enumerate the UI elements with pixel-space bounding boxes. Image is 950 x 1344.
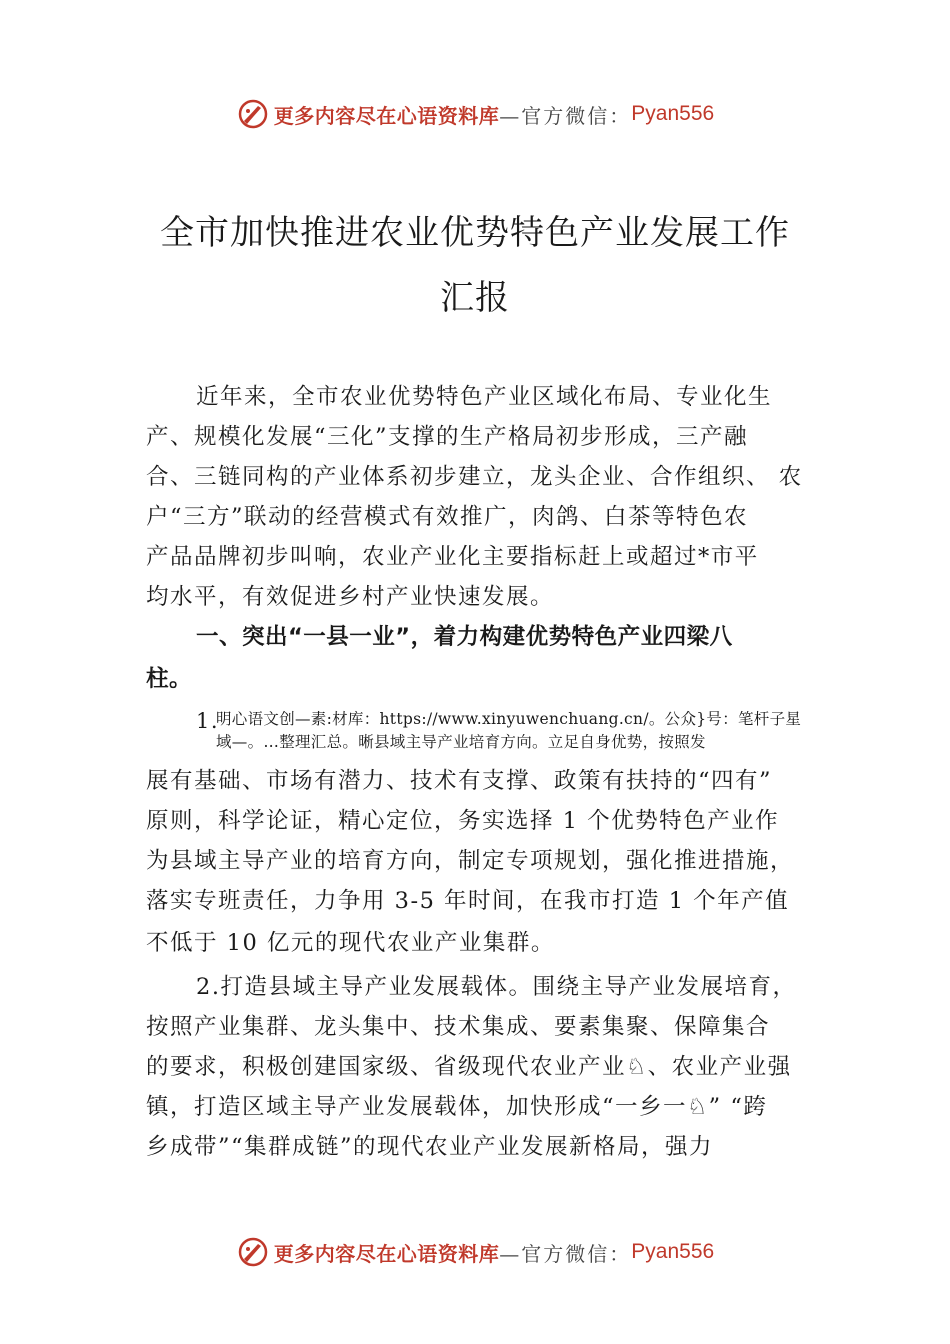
item-2-line: 2.打造县域主导产业发展载体。围绕主导产业发展培育， [196,974,797,1000]
item-2-line: 乡成带”“集群成链”的现代农业产业发展新格局，强力 [146,1134,714,1160]
banner-dash-text: —官方微信： [499,103,632,128]
intro-line: 户“三方”联动的经营模式有效推广，肉鸽、白茶等特色农 [146,504,749,530]
banner-brand: 更多内容尽在心语资料库 [273,103,500,128]
intro-line: 产、规模化发展“三化”支撑的生产格局初步形成，三产融 [146,424,749,450]
section-heading-1-cont: 柱。 [146,666,193,692]
item-1-line: 落实专班责任，力争用 3-5 年时间，在我市打造 1 个年产值 [146,888,790,914]
item-1-line: 原则，科学论证，精心定位，务实选择 1 个优势特色产业作 [146,808,780,834]
item-2-line: 镇，打造区域主导产业发展载体，加快形成“一乡一♘” “跨 [146,1094,768,1120]
banner-wechat-id: Pyan556 [631,1240,715,1263]
intro-line: 近年来，全市农业优势特色产业区域化布局、专业化生 [196,384,773,410]
item-1-number: 1. [196,709,220,733]
item-2-line: 按照产业集群、龙头集中、技术集成、要素集聚、保障集合 [146,1014,771,1040]
intro-line: 均水平，有效促进乡村产业快速发展。 [146,584,555,610]
banner-dash-text: —官方微信： [499,1241,632,1266]
intro-line: 合、三链同构的产业体系初步建立，龙头企业、合作组织、 农 [146,464,803,490]
header-banner [0,94,950,134]
brush-seal-icon [236,97,270,131]
intro-line: 产品品牌初步叫响，农业产业化主要指标赶上或超过*市平 [146,544,759,570]
item-1-small-line-2: 域—。…整理汇总。晰县域主导产业培育方向。立足自身优势，按照发 [216,733,706,751]
document-title-line-1: 全市加快推进农业优势特色产业发展工作 [160,213,790,253]
item-1-small-line-1: 明心语文创—素:材库：https://www.xinyuwenchuang.cn/。公众}号：笔杆子星 [216,710,802,728]
item-1-line: 展有基础、市场有潜力、技术有支撑、政策有扶持的“四有” [146,768,773,794]
item-2-line: 的要求，积极创建国家级、省级现代农业产业♘、农业产业强 [146,1054,792,1080]
item-1-line: 为县域主导产业的培育方向，制定专项规划，强化推进措施， [146,848,795,874]
item-1-line: 不低于 10 亿元的现代农业产业集群。 [146,930,555,956]
footer-banner [0,1232,950,1272]
section-heading-1: 一、突出“一县一业”，着力构建优势特色产业四梁八 [196,624,733,650]
brush-seal-icon [236,1235,270,1269]
banner-brand: 更多内容尽在心语资料库 [273,1241,500,1266]
document-title-line-2: 汇报 [440,278,510,318]
banner-wechat-id: Pyan556 [631,102,715,125]
